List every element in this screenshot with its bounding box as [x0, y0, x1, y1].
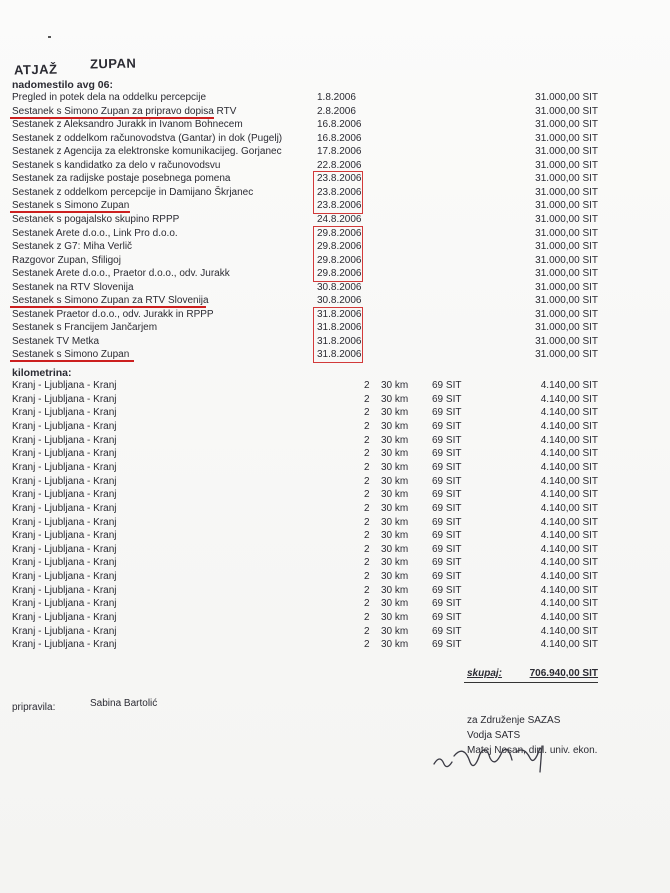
mileage-amount: 4.140,00 SIT — [540, 489, 598, 501]
km-section-title: kilometrina: — [12, 367, 72, 379]
expense-date: 17.8.2006 — [317, 146, 362, 158]
red-box-markup — [313, 307, 363, 363]
expense-date: 31.8.2006 — [317, 322, 362, 334]
red-box-markup — [313, 171, 363, 214]
mileage-route: Kranj - Ljubljana - Kranj — [12, 612, 117, 624]
expense-date: 23.8.2006 — [317, 200, 362, 212]
mileage-row — [0, 556, 670, 570]
expense-date: 2.8.2006 — [317, 105, 356, 117]
mileage-rate: 69 SIT — [432, 612, 462, 624]
mileage-amount: 4.140,00 SIT — [540, 571, 598, 583]
mileage-rate: 69 SIT — [432, 393, 462, 405]
mileage-amount: 4.140,00 SIT — [540, 448, 598, 460]
mileage-route: Kranj - Ljubljana - Kranj — [12, 571, 117, 583]
signatory-role: Vodja SATS — [467, 730, 521, 741]
expense-date: 23.8.2006 — [317, 173, 362, 185]
mileage-amount: 4.140,00 SIT — [540, 612, 598, 624]
mileage-km: 30 km — [381, 557, 409, 569]
expense-description: Sestanek s Francijem Jančarjem — [12, 322, 158, 334]
mileage-count: 2 — [364, 380, 370, 391]
expense-description: Sestanek Praetor d.o.o., odv. Jurakk in RPPP — [12, 308, 214, 320]
expense-amount: 31.000,00 SIT — [535, 132, 598, 144]
signatory-org: za Združenje SAZAS — [467, 715, 561, 726]
prepared-by-label: pripravila: — [12, 702, 56, 713]
mileage-rate: 69 SIT — [432, 461, 462, 473]
mileage-count: 2 — [364, 489, 370, 501]
employee-last-name: ZUPAN — [89, 55, 137, 72]
mileage-km: 30 km — [381, 530, 409, 542]
mileage-amount: 4.140,00 SIT — [540, 516, 598, 528]
mileage-amount: 4.140,00 SIT — [540, 502, 598, 514]
expense-amount: 31.000,00 SIT — [535, 186, 598, 198]
expense-amount: 31.000,00 SIT — [535, 308, 598, 320]
expense-description: Sestanek z oddelkom percepcije in Damijano Škrjanec — [12, 186, 254, 198]
expense-amount: 31.000,00 SIT — [535, 159, 598, 171]
expense-description: Sestanek z oddelkom računovodstva (Gantar) in dok (Pugelj) — [12, 132, 283, 144]
mileage-rate: 69 SIT — [432, 407, 462, 419]
mileage-route: Kranj - Ljubljana - Kranj — [12, 475, 117, 487]
expense-amount: 31.000,00 SIT — [535, 105, 598, 117]
mileage-row — [0, 638, 670, 652]
expense-row — [0, 91, 670, 105]
mileage-route: Kranj - Ljubljana - Kranj — [12, 598, 117, 610]
expense-description: Sestanek s pogajalsko skupino RPPP — [12, 213, 180, 225]
mileage-rate: 69 SIT — [432, 598, 462, 610]
speck — [48, 36, 51, 38]
mileage-km: 30 km — [381, 612, 409, 624]
mileage-route: Kranj - Ljubljana - Kranj — [12, 639, 117, 651]
total-rule — [464, 682, 598, 683]
expense-amount: 31.000,00 SIT — [535, 227, 598, 239]
expense-amount: 31.000,00 SIT — [535, 173, 598, 185]
mileage-amount: 4.140,00 SIT — [540, 475, 598, 487]
mileage-rate: 69 SIT — [432, 557, 462, 569]
mileage-km: 30 km — [381, 434, 409, 446]
mileage-rate: 69 SIT — [432, 448, 462, 460]
mileage-row — [0, 447, 670, 461]
red-box-markup — [313, 226, 363, 282]
mileage-amount: 4.140,00 SIT — [540, 407, 598, 419]
expense-amount: 31.000,00 SIT — [535, 335, 598, 347]
mileage-row — [0, 420, 670, 434]
mileage-amount: 4.140,00 SIT — [540, 598, 598, 610]
mileage-route: Kranj - Ljubljana - Kranj — [12, 516, 117, 528]
mileage-count: 2 — [364, 543, 370, 555]
mileage-count: 2 — [364, 434, 370, 446]
mileage-km: 30 km — [381, 489, 409, 501]
mileage-km: 30 km — [381, 584, 409, 596]
mileage-amount: 4.140,00 SIT — [540, 530, 598, 542]
expense-description: Sestanek z Aleksandro Jurakk in Ivanom Bohnecem — [12, 119, 243, 131]
mileage-route: Kranj - Ljubljana - Kranj — [12, 530, 117, 542]
mileage-row — [0, 475, 670, 489]
mileage-count: 2 — [364, 475, 370, 487]
mileage-km: 30 km — [381, 380, 409, 391]
expense-description: Sestanek Arete d.o.o., Praetor d.o.o., odv. Jurakk — [12, 268, 230, 280]
red-underline-markup — [10, 360, 134, 362]
expense-date: 30.8.2006 — [317, 281, 362, 293]
expense-date: 29.8.2006 — [317, 227, 362, 239]
expense-description: Sestanek s Simono Zupan — [12, 349, 130, 361]
mileage-km: 30 km — [381, 448, 409, 460]
mileage-count: 2 — [364, 557, 370, 569]
mileage-route: Kranj - Ljubljana - Kranj — [12, 489, 117, 501]
mileage-rate: 69 SIT — [432, 380, 462, 391]
mileage-count: 2 — [364, 625, 370, 637]
expense-amount: 31.000,00 SIT — [535, 200, 598, 212]
expense-date: 29.8.2006 — [317, 268, 362, 280]
expense-amount: 31.000,00 SIT — [535, 254, 598, 266]
expense-date: 24.8.2006 — [317, 213, 362, 225]
expense-row — [0, 145, 670, 159]
expense-description: Sestanek s kandidatko za delo v računovodsvu — [12, 159, 221, 171]
mileage-km: 30 km — [381, 516, 409, 528]
expense-date: 30.8.2006 — [317, 295, 362, 307]
mileage-rate: 69 SIT — [432, 530, 462, 542]
mileage-amount: 4.140,00 SIT — [540, 393, 598, 405]
mileage-row — [0, 406, 670, 420]
expense-row — [0, 213, 670, 227]
mileage-route: Kranj - Ljubljana - Kranj — [12, 543, 117, 555]
mileage-rate: 69 SIT — [432, 639, 462, 651]
expense-row — [0, 132, 670, 146]
prepared-by-name: Sabina Bartolić — [90, 698, 158, 709]
mileage-rate: 69 SIT — [432, 489, 462, 501]
expense-date: 16.8.2006 — [317, 119, 362, 131]
expense-amount: 31.000,00 SIT — [535, 281, 598, 293]
expense-description: Pregled in potek dela na oddelku percepcije — [12, 92, 207, 103]
expense-date: 1.8.2006 — [317, 92, 356, 103]
mileage-row — [0, 461, 670, 475]
mileage-count: 2 — [364, 448, 370, 460]
mileage-amount: 4.140,00 SIT — [540, 625, 598, 637]
mileage-km: 30 km — [381, 475, 409, 487]
mileage-amount: 4.140,00 SIT — [540, 420, 598, 432]
mileage-count: 2 — [364, 571, 370, 583]
mileage-count: 2 — [364, 598, 370, 610]
mileage-route: Kranj - Ljubljana - Kranj — [12, 393, 117, 405]
mileage-rate: 69 SIT — [432, 584, 462, 596]
mileage-rate: 69 SIT — [432, 502, 462, 514]
mileage-amount: 4.140,00 SIT — [540, 380, 598, 391]
expenses-section-title: nadomestilo avg 06: — [12, 79, 113, 91]
mileage-row — [0, 529, 670, 543]
expense-amount: 31.000,00 SIT — [535, 241, 598, 253]
mileage-km: 30 km — [381, 639, 409, 651]
mileage-row — [0, 611, 670, 625]
mileage-km: 30 km — [381, 420, 409, 432]
mileage-km: 30 km — [381, 598, 409, 610]
employee-first-name: ATJAŽ — [13, 61, 58, 78]
expense-date: 29.8.2006 — [317, 241, 362, 253]
expense-amount: 31.000,00 SIT — [535, 213, 598, 225]
expense-description: Sestanek TV Metka — [12, 335, 100, 347]
expense-row — [0, 281, 670, 295]
expense-amount: 31.000,00 SIT — [535, 322, 598, 334]
expense-amount: 31.000,00 SIT — [535, 119, 598, 131]
mileage-amount: 4.140,00 SIT — [540, 557, 598, 569]
mileage-row — [0, 625, 670, 639]
mileage-count: 2 — [364, 393, 370, 405]
expense-date: 23.8.2006 — [317, 186, 362, 198]
mileage-row — [0, 488, 670, 502]
total-value: 706.940,00 SIT — [529, 668, 598, 679]
expense-description: Razgovor Zupan, Sfiligoj — [12, 254, 121, 266]
mileage-km: 30 km — [381, 543, 409, 555]
mileage-row — [0, 597, 670, 611]
expense-date: 31.8.2006 — [317, 349, 362, 361]
expense-row — [0, 159, 670, 173]
mileage-row — [0, 379, 670, 393]
expense-amount: 31.000,00 SIT — [535, 295, 598, 307]
mileage-route: Kranj - Ljubljana - Kranj — [12, 420, 117, 432]
expense-description: Sestanek z Agencija za elektronske komunikacijeg. Gorjanec — [12, 146, 282, 158]
mileage-amount: 4.140,00 SIT — [540, 639, 598, 651]
expense-date: 29.8.2006 — [317, 254, 362, 266]
mileage-row — [0, 516, 670, 530]
expense-description: Sestanek za radijske postaje posebnega pomena — [12, 173, 231, 185]
signatory-name: Matej Nosan, dipl. univ. ekon. — [467, 745, 598, 756]
mileage-rate: 69 SIT — [432, 475, 462, 487]
mileage-count: 2 — [364, 584, 370, 596]
expense-amount: 31.000,00 SIT — [535, 268, 598, 280]
mileage-km: 30 km — [381, 625, 409, 637]
handwritten-signature — [430, 738, 570, 774]
mileage-route: Kranj - Ljubljana - Kranj — [12, 502, 117, 514]
expense-date: 31.8.2006 — [317, 308, 362, 320]
mileage-count: 2 — [364, 420, 370, 432]
red-underline-markup — [10, 211, 130, 213]
mileage-count: 2 — [364, 502, 370, 514]
mileage-count: 2 — [364, 612, 370, 624]
mileage-rate: 69 SIT — [432, 516, 462, 528]
mileage-rate: 69 SIT — [432, 434, 462, 446]
expense-amount: 31.000,00 SIT — [535, 92, 598, 103]
mileage-route: Kranj - Ljubljana - Kranj — [12, 584, 117, 596]
expense-amount: 31.000,00 SIT — [535, 146, 598, 158]
red-underline-markup — [10, 117, 214, 119]
total-label: skupaj: — [467, 668, 503, 679]
mileage-km: 30 km — [381, 461, 409, 473]
mileage-rate: 69 SIT — [432, 571, 462, 583]
expense-description: Sestanek s Simono Zupan za RTV Slovenija — [12, 295, 209, 307]
mileage-rate: 69 SIT — [432, 420, 462, 432]
mileage-route: Kranj - Ljubljana - Kranj — [12, 448, 117, 460]
expense-row — [0, 118, 670, 132]
expense-amount: 31.000,00 SIT — [535, 349, 598, 361]
mileage-row — [0, 584, 670, 598]
expense-description: Sestanek na RTV Slovenija — [12, 281, 134, 293]
mileage-rate: 69 SIT — [432, 543, 462, 555]
expense-date: 31.8.2006 — [317, 335, 362, 347]
red-underline-markup — [10, 306, 206, 308]
mileage-row — [0, 393, 670, 407]
mileage-route: Kranj - Ljubljana - Kranj — [12, 461, 117, 473]
mileage-amount: 4.140,00 SIT — [540, 461, 598, 473]
mileage-count: 2 — [364, 461, 370, 473]
mileage-km: 30 km — [381, 571, 409, 583]
mileage-count: 2 — [364, 516, 370, 528]
mileage-count: 2 — [364, 530, 370, 542]
expense-description: Sestanek z G7: Miha Verlič — [12, 241, 133, 253]
mileage-route: Kranj - Ljubljana - Kranj — [12, 380, 117, 391]
mileage-count: 2 — [364, 639, 370, 651]
mileage-rate: 69 SIT — [432, 625, 462, 637]
mileage-row — [0, 502, 670, 516]
mileage-row — [0, 543, 670, 557]
mileage-route: Kranj - Ljubljana - Kranj — [12, 625, 117, 637]
mileage-km: 30 km — [381, 407, 409, 419]
mileage-count: 2 — [364, 407, 370, 419]
mileage-route: Kranj - Ljubljana - Kranj — [12, 557, 117, 569]
mileage-amount: 4.140,00 SIT — [540, 584, 598, 596]
expense-date: 22.8.2006 — [317, 159, 362, 171]
mileage-amount: 4.140,00 SIT — [540, 434, 598, 446]
mileage-km: 30 km — [381, 502, 409, 514]
mileage-route: Kranj - Ljubljana - Kranj — [12, 434, 117, 446]
mileage-route: Kranj - Ljubljana - Kranj — [12, 407, 117, 419]
expense-description: Sestanek s Simono Zupan za pripravo dopisa RTV — [12, 105, 237, 117]
mileage-row — [0, 570, 670, 584]
mileage-km: 30 km — [381, 393, 409, 405]
mileage-row — [0, 434, 670, 448]
mileage-amount: 4.140,00 SIT — [540, 543, 598, 555]
expense-description: Sestanek s Simono Zupan — [12, 200, 130, 212]
expense-description: Sestanek Arete d.o.o., Link Pro d.o.o. — [12, 227, 178, 239]
expense-date: 16.8.2006 — [317, 132, 362, 144]
